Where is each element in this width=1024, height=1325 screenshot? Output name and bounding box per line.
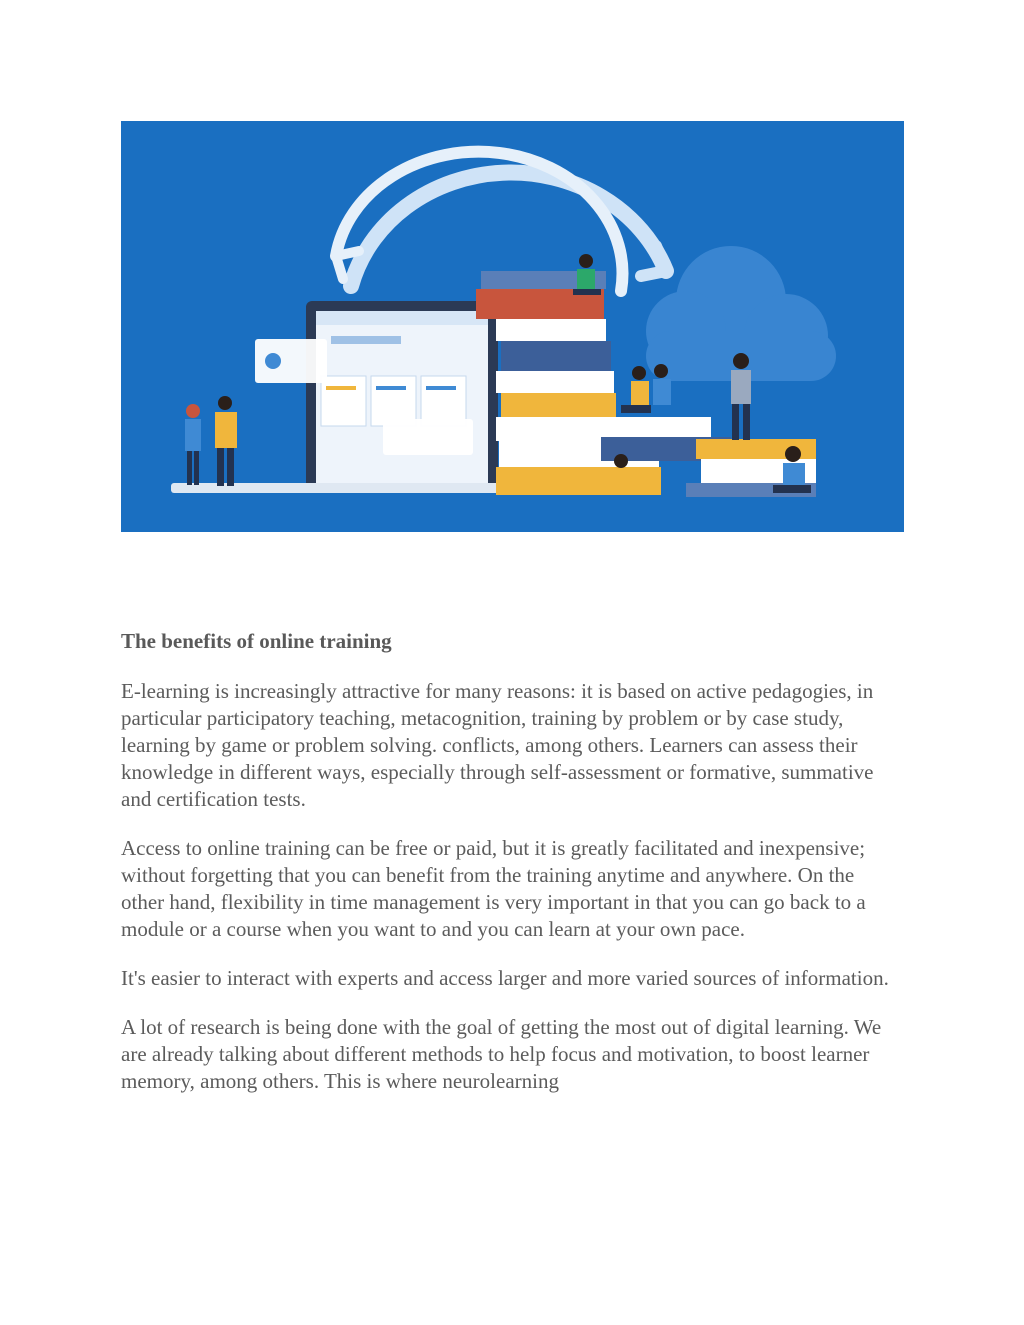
article-paragraph: It's easier to interact with experts and access larger and more varied sources of information. <box>121 966 889 990</box>
article-paragraph: E-learning is increasingly attractive for many reasons: it is based on active pedagogies, in particular participatory teaching, metacognition, training by problem or by case study, learning by game or problem solving. conflicts, among others. Learners can assess their knowledge in different ways, especially through self-assessment or formative, summative and certification tests. <box>121 679 874 811</box>
article-paragraph: A lot of research is being done with the goal of getting the most out of digital learning. We are already talking about different methods to help focus and motivation, to boost learner memory, among others. This is where neurolearning <box>121 1015 882 1093</box>
article-paragraph: Access to online training can be free or paid, but it is greatly facilitated and inexpensive; without forgetting that you can benefit from the training anytime and anywhere. On the other hand, flexibility in time management is very important in that you can go back to a module or a course when you want to and you can learn at your own pace. <box>121 836 866 941</box>
article-heading: The benefits of online training <box>121 629 392 653</box>
article-body <box>121 626 901 1117</box>
hero-illustration <box>121 121 904 532</box>
floating-card <box>383 419 473 455</box>
elearning-illustration <box>121 121 904 532</box>
